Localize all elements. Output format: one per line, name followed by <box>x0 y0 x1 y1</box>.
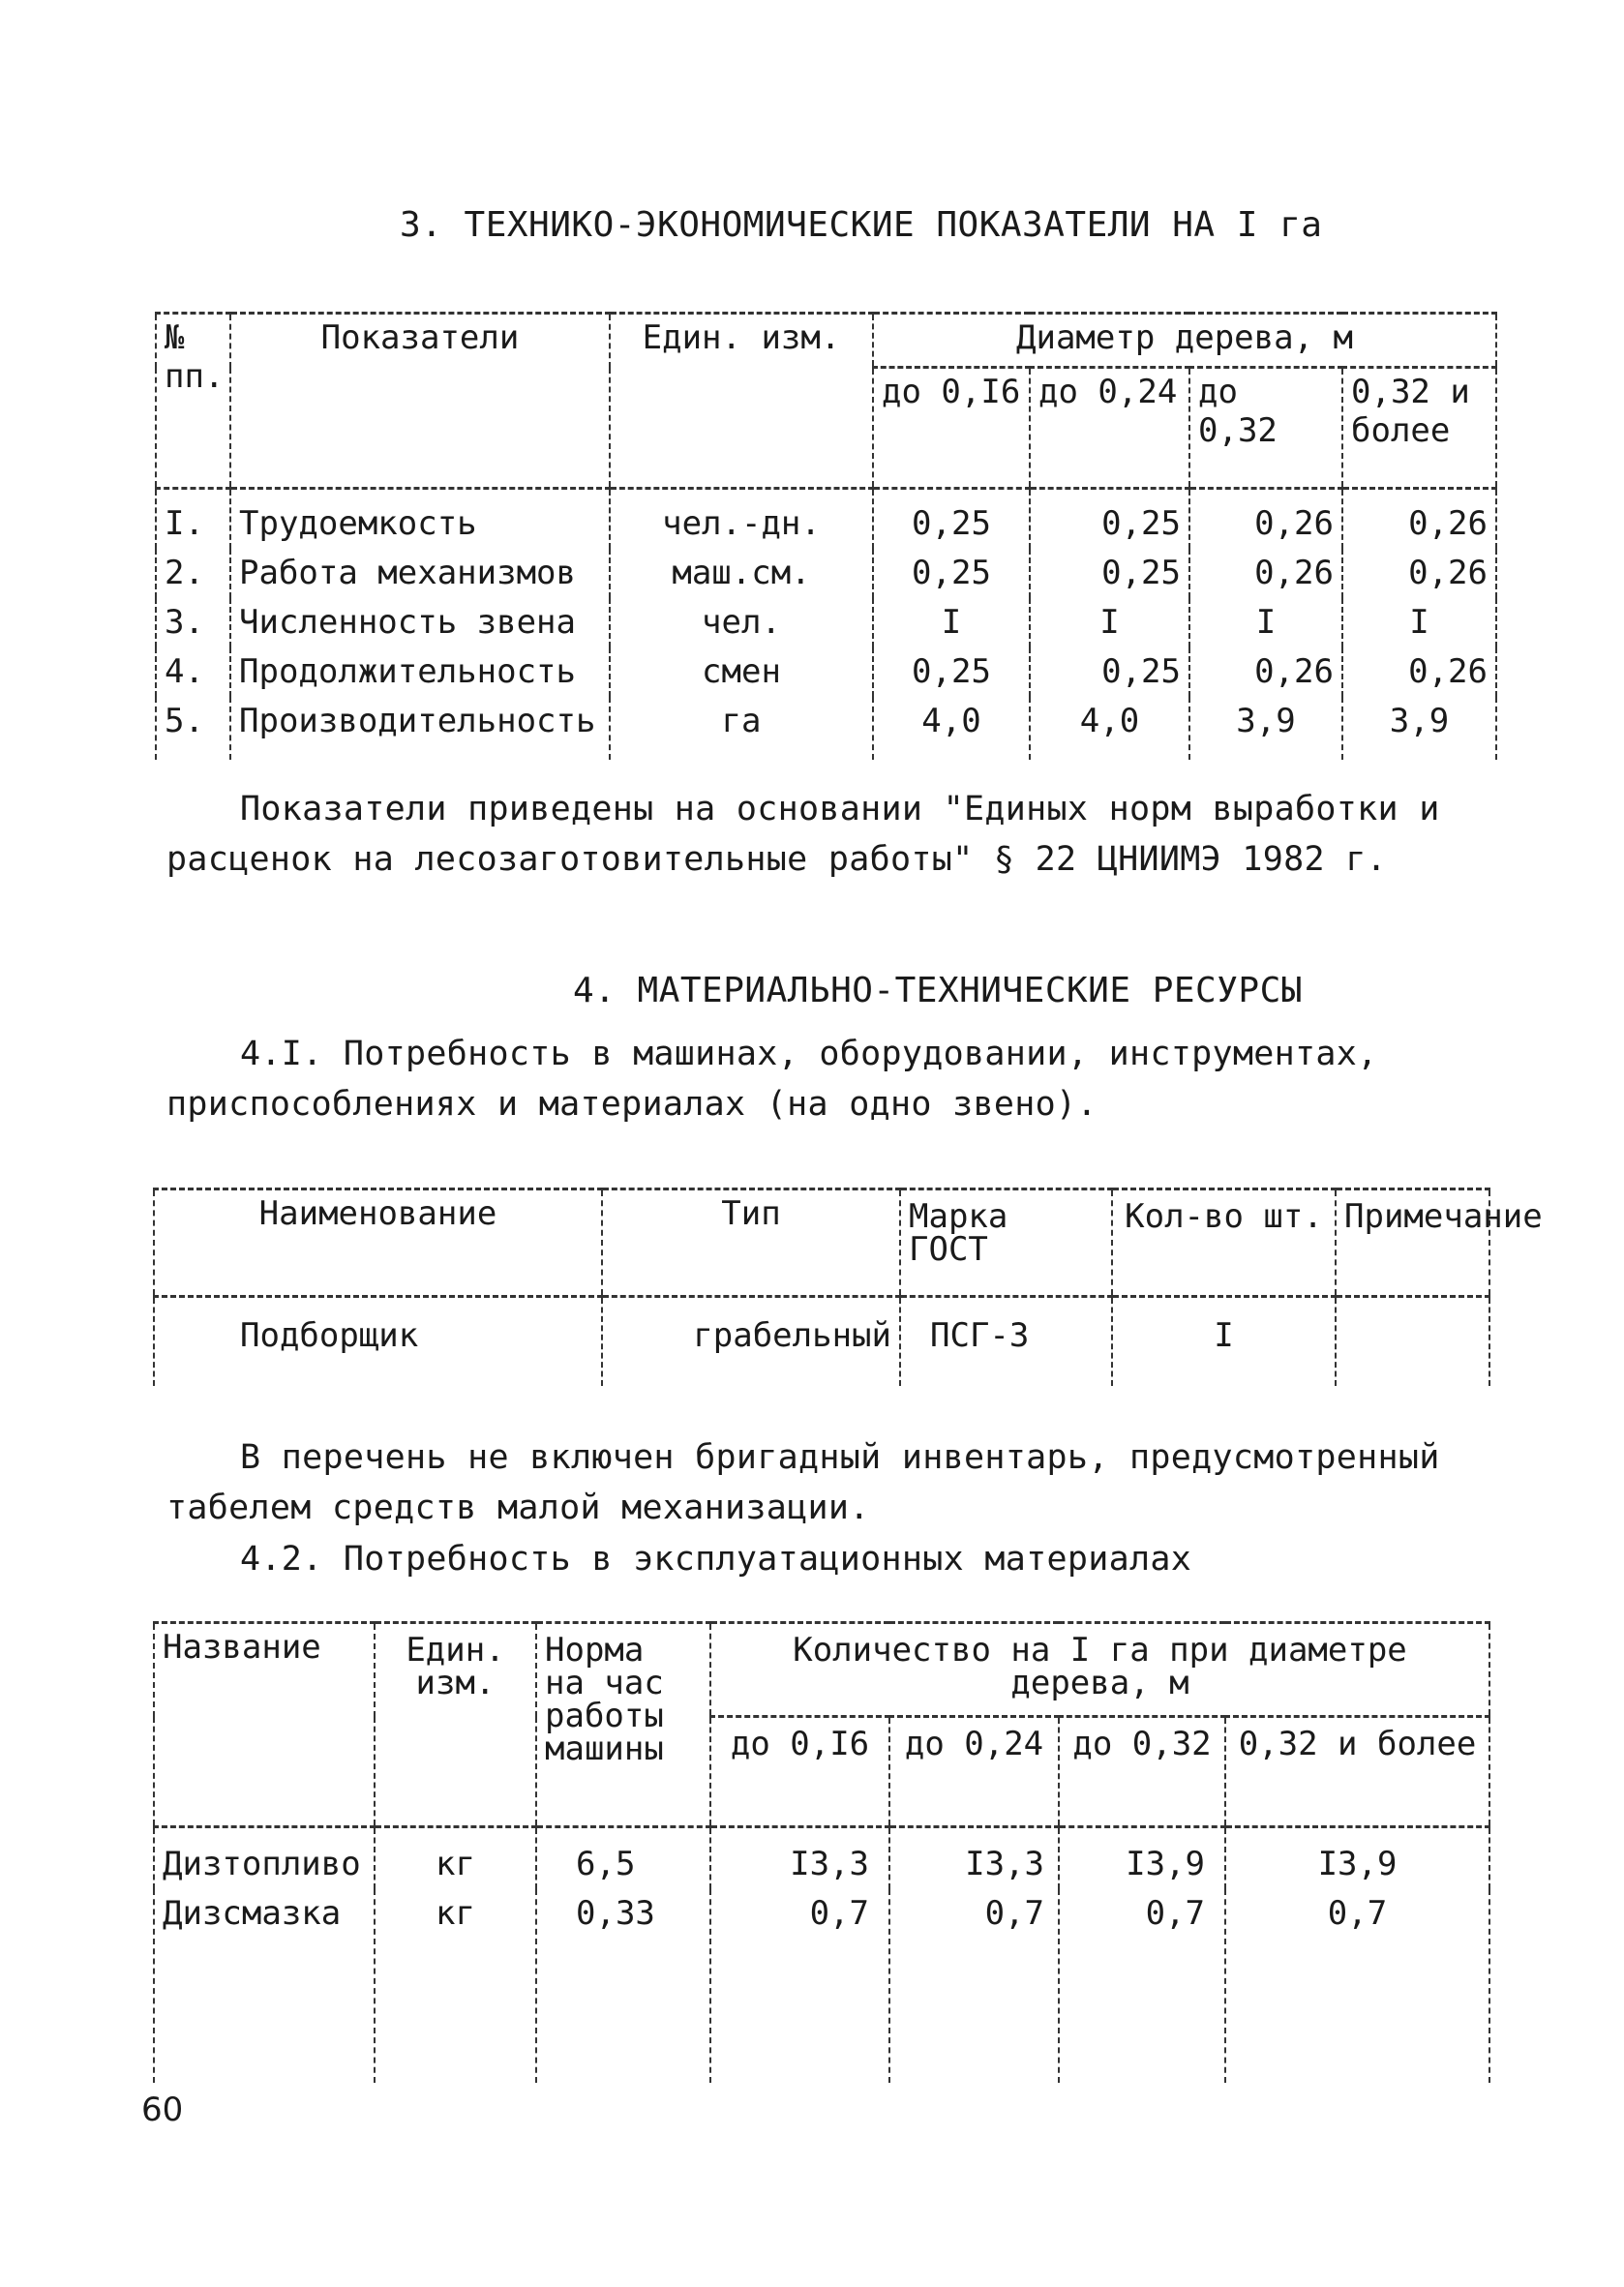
header-num: № пп. <box>156 314 230 489</box>
header-col-1: до 0,I6 <box>873 368 1030 489</box>
cell-unit: кг <box>375 1827 536 1890</box>
row-value: 4,0 <box>1030 697 1189 760</box>
row-name: Производительность <box>230 697 610 760</box>
row-value: 0,25 <box>1030 549 1189 598</box>
header-unit: Един. изм. <box>375 1623 536 1827</box>
header-name: Наименование <box>154 1189 602 1297</box>
cell-name: Дизсмазка <box>154 1889 375 2083</box>
header-col-2: до 0,24 <box>1030 368 1189 489</box>
header-note: Примечание <box>1336 1189 1489 1297</box>
row-value: 0,26 <box>1189 549 1342 598</box>
row-value: 0,25 <box>873 549 1030 598</box>
section3-note: Показатели приведены на основании "Единых норм выработки и расценок на лесозаготовительные работы" § 22 ЦНИИМЭ 1982 г. <box>166 790 1440 879</box>
row-unit: смен <box>610 647 873 697</box>
row-value: 0,25 <box>1030 647 1189 697</box>
row-value: I <box>1030 598 1189 647</box>
header-col-1: до 0,I6 <box>710 1717 889 1827</box>
row-value: 0,26 <box>1342 489 1496 550</box>
row-value: 0,26 <box>1189 647 1342 697</box>
header-qty: Кол-во шт. <box>1112 1189 1336 1297</box>
row-value: I <box>1342 598 1496 647</box>
row-value: 0,26 <box>1342 549 1496 598</box>
header-col-2: до 0,24 <box>889 1717 1059 1827</box>
header-norm: Норма на час работы машины <box>536 1623 710 1827</box>
section41-paragraph: 4.I. Потребность в машинах, оборудовании, инструментах, приспособлениях и материалах (на одно звено). <box>166 1035 1378 1124</box>
row-num: 5. <box>156 697 230 760</box>
row-value: 3,9 <box>1342 697 1496 760</box>
section4-heading: 4. МАТЕРИАЛЬНО-ТЕХНИЧЕСКИЕ РЕСУРСЫ <box>573 971 1303 1010</box>
header-brand: Марка ГОСТ <box>900 1189 1112 1297</box>
cell-qty: I <box>1112 1297 1336 1387</box>
section3-heading: 3. ТЕХНИКО-ЭКОНОМИЧЕСКИЕ ПОКАЗАТЕЛИ НА I га <box>400 205 1323 245</box>
table-row <box>156 647 1496 697</box>
header-name: Название <box>154 1623 375 1827</box>
cell-norm: 0,33 <box>536 1889 710 2083</box>
table-row <box>154 1297 1489 1387</box>
table-row <box>154 1827 1489 1890</box>
header-col-3: до 0,32 <box>1189 368 1342 489</box>
row-num: I. <box>156 489 230 550</box>
row-unit: маш.см. <box>610 549 873 598</box>
header-col-4: 0,32 и более <box>1342 368 1496 489</box>
row-value: 0,25 <box>873 489 1030 550</box>
cell-value: 0,7 <box>1225 1889 1489 2083</box>
machines-table <box>153 1188 1543 1386</box>
header-qty: Количество на I га при диаметре дерева, м <box>710 1623 1489 1717</box>
table-row <box>156 697 1496 760</box>
cell-note <box>1336 1297 1489 1387</box>
row-name: Продолжительность <box>230 647 610 697</box>
section4-note: В перечень не включен бригадный инвентарь, предусмотренный табелем средств малой механизации. <box>166 1438 1440 1527</box>
cell-value: 0,7 <box>710 1889 889 2083</box>
cell-value: I3,3 <box>710 1827 889 1890</box>
row-unit: га <box>610 697 873 760</box>
row-value: 0,26 <box>1342 647 1496 697</box>
cell-name: Подборщик <box>154 1297 602 1387</box>
row-value: 4,0 <box>873 697 1030 760</box>
row-value: I <box>873 598 1030 647</box>
indicators-table <box>155 312 1497 760</box>
row-name: Работа механизмов <box>230 549 610 598</box>
cell-brand: ПСГ-3 <box>900 1297 1112 1387</box>
table-row <box>154 1889 1489 2083</box>
row-num: 3. <box>156 598 230 647</box>
row-value: 0,25 <box>873 647 1030 697</box>
row-num: 2. <box>156 549 230 598</box>
header-col-3: до 0,32 <box>1059 1717 1225 1827</box>
header-unit: Един. изм. <box>610 314 873 489</box>
section42-paragraph: 4.2. Потребность в эксплуатационных материалах <box>240 1540 1192 1579</box>
cell-type: грабельный <box>602 1297 900 1387</box>
page-number: 60 <box>141 2091 184 2129</box>
row-unit: чел.-дн. <box>610 489 873 550</box>
row-name: Численность звена <box>230 598 610 647</box>
header-type: Тип <box>602 1189 900 1297</box>
materials-table <box>153 1621 1490 2083</box>
row-value: 3,9 <box>1189 697 1342 760</box>
header-indicator: Показатели <box>230 314 610 489</box>
header-col-4: 0,32 и более <box>1225 1717 1489 1827</box>
cell-norm: 6,5 <box>536 1827 710 1890</box>
cell-value: I3,3 <box>889 1827 1059 1890</box>
cell-name: Дизтопливо <box>154 1827 375 1890</box>
row-name: Трудоемкость <box>230 489 610 550</box>
table-row <box>156 489 1496 550</box>
cell-unit: кг <box>375 1889 536 2083</box>
cell-value: I3,9 <box>1225 1827 1489 1890</box>
cell-value: 0,7 <box>889 1889 1059 2083</box>
cell-value: I3,9 <box>1059 1827 1225 1890</box>
header-diameter: Диаметр дерева, м <box>873 314 1496 368</box>
row-unit: чел. <box>610 598 873 647</box>
row-value: 0,25 <box>1030 489 1189 550</box>
table-row <box>156 598 1496 647</box>
row-value: I <box>1189 598 1342 647</box>
table-row <box>156 549 1496 598</box>
row-num: 4. <box>156 647 230 697</box>
row-value: 0,26 <box>1189 489 1342 550</box>
cell-value: 0,7 <box>1059 1889 1225 2083</box>
